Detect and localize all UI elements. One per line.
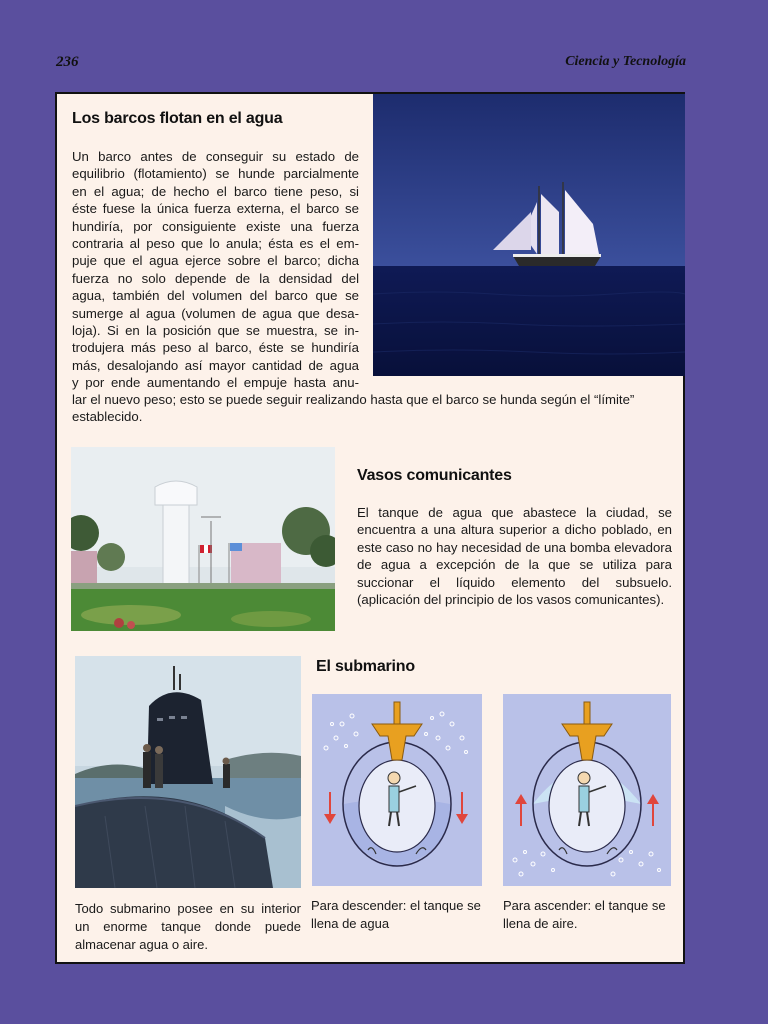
paragraph-line: loja). Si en la posición que se muestra, se in-	[72, 323, 359, 339]
paragraph-line: en el agua; de hecho el barco tiene peso, si	[72, 183, 359, 199]
paragraph-line: más, desalojando así mayor cantidad de agua	[72, 357, 359, 373]
diagram-ascend	[503, 694, 671, 886]
paragraph-line: contraria al peso que lo anula; ésta es el em-	[72, 236, 359, 252]
caption-submarine: Todo submarino posee en su interior un enorme tanque donde puede almacenar agua o aire.	[75, 901, 301, 952]
paragraph-barcos-tail: lar el nuevo peso; esto se puede seguir realizando hasta que el barco se hunda según el “límite” establecido.	[72, 392, 635, 425]
caption-ascend: Para ascender: el tanque se llena de aire.	[503, 898, 666, 931]
paragraph-line: fuerza no solo depende de la densidad del	[72, 270, 359, 286]
paragraph-line: sumerge al agua (volumen de agua que desa-	[72, 305, 359, 321]
caption-descend: Para descender: el tanque se llena de agua	[311, 898, 481, 931]
heading-submarino: El submarino	[316, 658, 415, 675]
content-frame	[55, 92, 685, 964]
water-tower-photo	[71, 447, 335, 631]
paragraph-line: hundiría, por consiguiente existe una fuerza	[72, 218, 359, 234]
paragraph-line: agua, también del volumen del barco que se	[72, 288, 359, 304]
paragraph-line: puje que el agua ejerce sobre el barco; dicha	[72, 253, 359, 269]
heading-barcos: Los barcos flotan en el agua	[72, 110, 283, 127]
running-head: Ciencia y Tecnología	[565, 54, 686, 69]
page-number: 236	[56, 54, 79, 70]
paragraph-line: y por ende aumentando el empuje hasta anu-	[72, 375, 359, 391]
paragraph-barcos	[72, 148, 359, 392]
paragraph-line: trodujera más peso al barco, éste se hundiría	[72, 340, 359, 356]
paragraph-line: equilibrio (flotamiento) se hunde parcialmente	[72, 166, 359, 182]
sailing-ship-photo	[373, 94, 685, 376]
heading-vasos: Vasos comunicantes	[357, 467, 512, 484]
paragraph-line: éste fuese la única fuerza externa, el barco se	[72, 201, 359, 217]
paragraph-line: Un barco antes de conseguir su estado de	[72, 149, 359, 164]
diagram-descend	[312, 694, 482, 886]
paragraph-vasos: El tanque de agua que abastece la ciudad, se encuentra a una altura superior a dicho poblado, en este caso no hay necesidad de una bomba elevadora de agua a excepción de la que se utiliza para succionar el líquido elemento del subsuelo. (aplicación del principio de los vasos comunicantes).	[357, 505, 672, 608]
submarine-photo	[75, 656, 301, 888]
